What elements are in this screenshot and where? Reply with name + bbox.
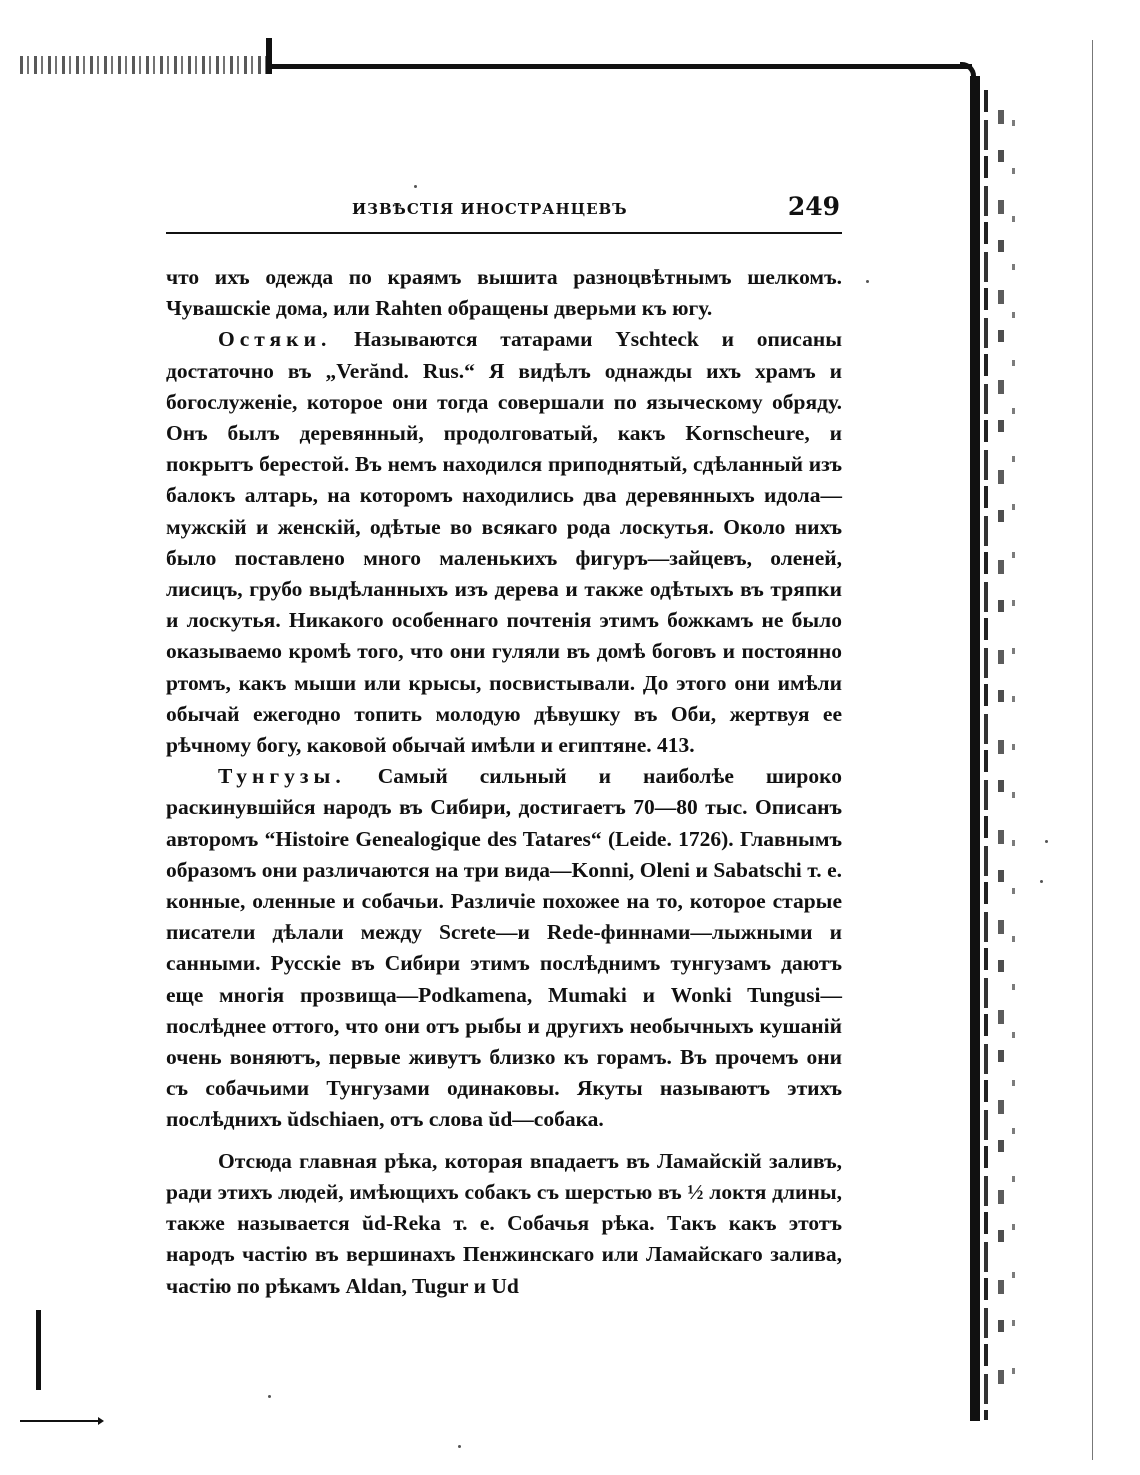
page-right-edge-shadow [984, 90, 988, 1420]
speck [458, 1445, 461, 1448]
scan-artifact-top-left [20, 56, 270, 74]
heading-ostyaks: Остяки. [218, 327, 332, 352]
scan-artifact-left-bar [36, 1310, 41, 1390]
running-header [166, 192, 842, 232]
paragraph-ostyaks [166, 324, 842, 761]
page-right-edge-noise-2 [1012, 120, 1015, 1400]
scan-artifact-bottom-line [20, 1420, 100, 1422]
paragraph-ostyaks-text: Называются татарами Yschteck и описаны достаточно въ „Verănd. Rus.“ Я видѣлъ однажды ихъ храмъ и богослуженіе, которое они тогда совершали по языческому обряду. Онъ былъ деревянный, продолговатый, какъ Kornscheure, и покрытъ берестой. Въ немъ находился приподнятый, сдѣланный изъ балокъ алтарь, на которомъ находились два деревянныхъ идола—мужскій и женскій, одѣтые во всякаго рода лоскутья. Около нихъ было поставлено много маленькихъ фигуръ—зайцевъ, оленей, лисицъ, грубо выдѣланныхъ изъ дерева и также одѣтыхъ въ тряпки и лоскутья. Никакого особеннаго почтенія этимъ божкамъ не было оказываемо кромѣ того, что они гуляли въ домѣ боговъ и постоянно ртомъ, какъ мыши или крысы, посвистывали. До этого они имѣли обычай ежегодно топить молодую дѣвушку въ Оби, жертвуя ее рѣчному богу, каковой обычай имѣли и египтяне. 413. [166, 327, 842, 758]
page-number: 249 [787, 192, 840, 221]
paragraph-chuvash-continuation: что ихъ одежда по краямъ вышита разноцвѣтнымъ шелкомъ. Чувашскіе дома, или Rahten обращены дверьми къ югу. [166, 265, 842, 321]
page-right-edge [970, 76, 980, 1421]
scan-border-line [1092, 40, 1093, 1460]
page-top-edge [270, 64, 972, 69]
speck [268, 1395, 271, 1398]
running-title: ИЗВѢСТІЯ ИНОСТРАНЦЕВЪ [352, 200, 628, 218]
header-rule [166, 232, 842, 234]
paragraph-tungus [166, 761, 842, 1135]
paragraph-dog-river: Отсюда главная рѣка, которая впадаетъ въ Ламайскій заливъ, ради этихъ людей, имѣющихъ собакъ съ шерстью въ ½ локтя длины, также называется ŭd-Reka т. е. Собачья рѣка. Такъ какъ этотъ народъ частію въ вершинахъ Пенжинскаго или Ламайскаго залива, частію по рѣкамъ Aldan, Tugur и Ud [166, 1148, 842, 1298]
speck [414, 185, 417, 188]
page-body [166, 262, 842, 1302]
speck [1040, 880, 1043, 883]
speck [866, 280, 869, 283]
heading-tungus: Тунгузы. [218, 764, 346, 789]
paragraph-tungus-text: Самый сильный и наиболѣе широко раскинувшійся народъ въ Сибири, достигаетъ 70—80 тыс. Описанъ авторомъ “Histoire Genealogique des Tatares“ (Leide. 1726). Главнымъ образомъ они различаются на три вида—Konni, Oleni и Sabatschi т. е. конные, оленные и собачьи. Различіе похожее на то, которое старые писатели дѣлали между Screte—и Rede-финнами—лыжными и санными. Русскіе въ Сибири этимъ послѣднимъ тунгузамъ даютъ еще многія прозвища—Podkamena, Mumaki и Wonki Tungusi—послѣднее оттого, что они отъ рыбы и другихъ необычныхъ кушаній очень воняютъ, первые живутъ близко къ горамъ. Въ прочемъ они съ собачьими Тунгузами одинаковы. Якуты называютъ этихъ послѣднихъ ŭdschiaen, отъ слова ŭd—собака. [166, 764, 842, 1132]
page-right-edge-noise [998, 110, 1004, 1400]
speck [1045, 840, 1048, 843]
